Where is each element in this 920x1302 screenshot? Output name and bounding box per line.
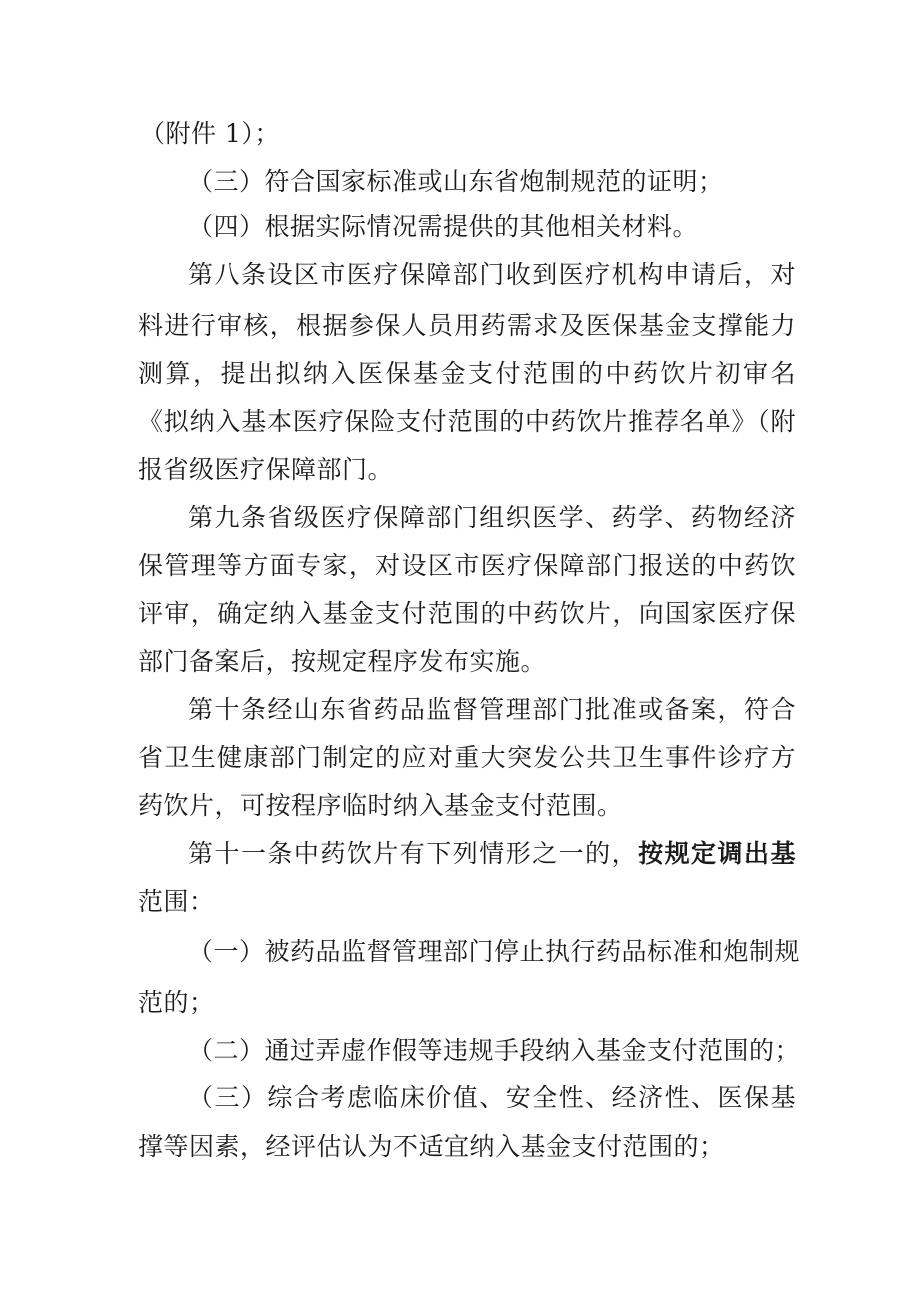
article-text: 省级医疗保障部门组织医学、药学、药物经济 [267, 503, 796, 532]
article-text: 中药饮片有下列情形之一的， [293, 839, 639, 868]
article-heading: 第九条 [188, 503, 268, 532]
article-10-line [188, 694, 796, 726]
article-9-line [188, 502, 796, 534]
list-item: （四）根据实际情况需提供的其他相关材料。 [188, 212, 699, 241]
article-text: 设区市医疗保障部门收到医疗机构申请后，对 [267, 260, 796, 289]
article-heading: 第十条 [188, 695, 268, 724]
text-line: （附件 1）； [140, 119, 280, 148]
text-line: 省卫生健康部门制定的应对重大突发公共卫生事件诊疗方 [138, 743, 796, 772]
article-heading: 第十一条 [188, 839, 294, 868]
text-line: 范围： [138, 887, 215, 916]
article-text-emphasis: 按规定调出基 [638, 839, 796, 868]
text-line: 报省级医疗保障部门。 [138, 455, 394, 484]
article-8-line [188, 259, 796, 291]
text-line: 药饮片，可按程序临时纳入基金支付范围。 [138, 791, 623, 820]
list-item: （三）综合考虑临床价值、安全性、经济性、医保基 [188, 1083, 796, 1112]
text-line: 范的； [138, 988, 215, 1017]
text-line: 撑等因素，经评估认为不适宜纳入基金支付范围的； [138, 1132, 725, 1161]
list-item: （三）符合国家标准或山东省炮制规范的证明； [188, 167, 724, 196]
list-item: （一）被药品监督管理部门停止执行药品标准和炮制规 [188, 937, 801, 966]
text-line: 部门备案后，按规定程序发布实施。 [138, 647, 547, 676]
text-line: 评审，确定纳入基金支付范围的中药饮片，向国家医疗保 [138, 599, 796, 628]
article-heading: 第八条 [188, 260, 268, 289]
text-line: 测算，提出拟纳入医保基金支付范围的中药饮片初审名 [138, 359, 796, 388]
article-text: 经山东省药品监督管理部门批准或备案，符合 [267, 695, 796, 724]
article-11-line [188, 838, 796, 870]
text-line: 料进行审核，根据参保人员用药需求及医保基金支撑能力 [138, 311, 796, 340]
text-line: 《拟纳入基本医疗保险支付范围的中药饮片推荐名单》（附 [138, 407, 796, 436]
list-item: （二）通过弄虚作假等违规手段纳入基金支付范围的； [188, 1036, 801, 1065]
text-line: 保管理等方面专家，对设区市医疗保障部门报送的中药饮 [138, 551, 796, 580]
